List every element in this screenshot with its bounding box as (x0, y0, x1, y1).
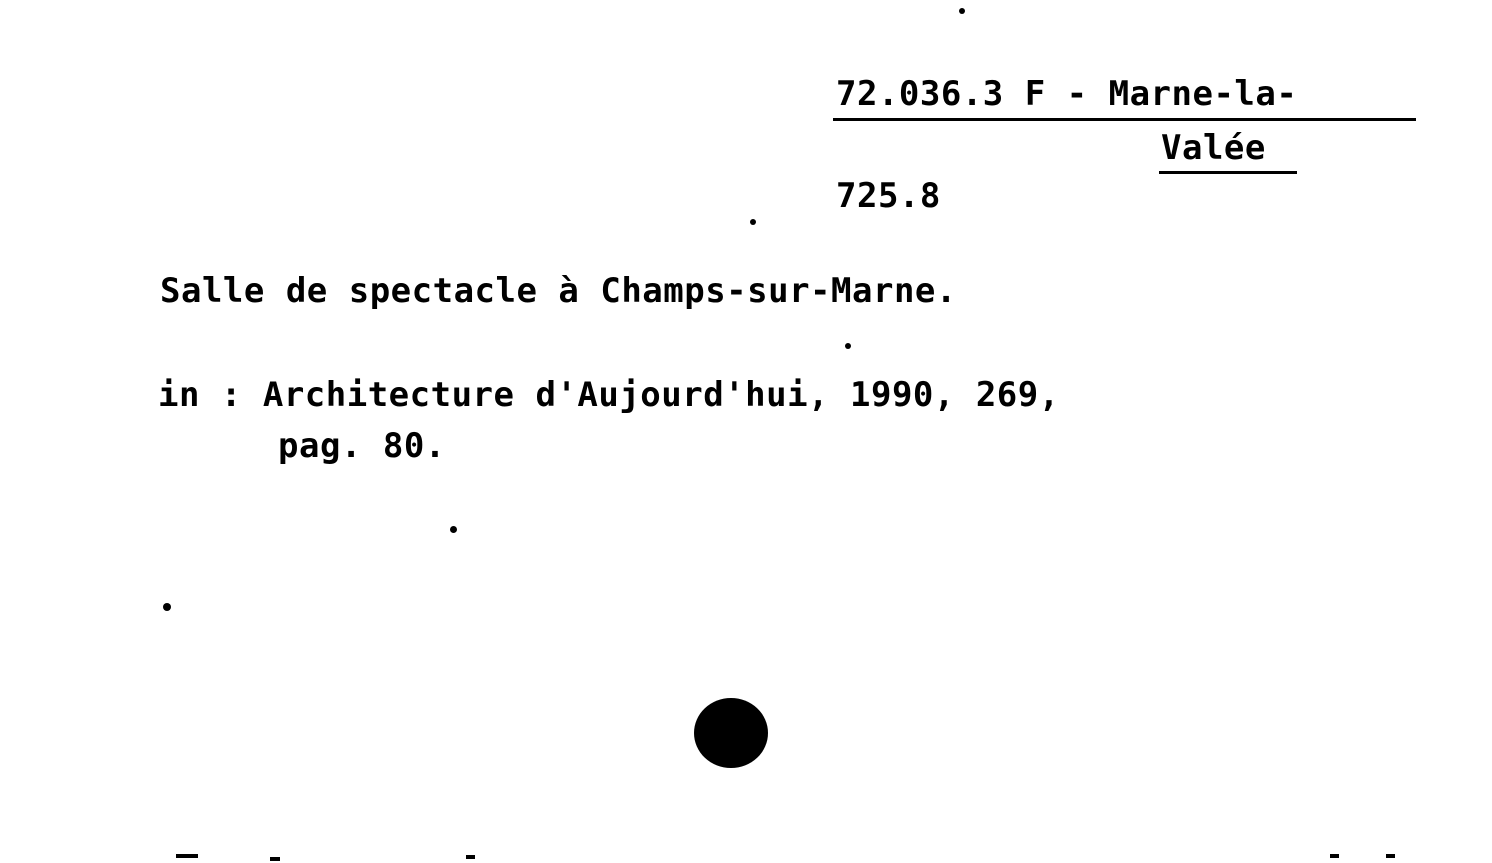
bottom-edge-mark (1330, 854, 1339, 858)
speckle (163, 603, 171, 611)
speckle (845, 343, 851, 349)
classmark-primary-underline (833, 118, 1416, 121)
card-title: Salle de spectacle à Champs-sur-Marne. (160, 271, 957, 311)
classmark-primary: 72.036.3 F - Marne-la- (836, 74, 1298, 114)
bottom-edge-mark (1386, 854, 1395, 858)
classmark-continuation-underline (1159, 171, 1297, 174)
source-reference-line-2: pag. 80. (278, 426, 446, 466)
bottom-edge-mark (270, 857, 280, 861)
speckle (959, 8, 965, 14)
speckle (450, 526, 457, 533)
classmark-secondary: 725.8 (836, 176, 941, 216)
bottom-edge-mark (466, 855, 475, 859)
ink-dot-mark (694, 698, 768, 768)
source-reference-line-1: in : Architecture d'Aujourd'hui, 1990, 269, (158, 375, 1060, 415)
classmark-primary-continuation: Valée (1161, 128, 1266, 168)
bottom-edge-mark (176, 854, 198, 858)
speckle (750, 219, 756, 225)
